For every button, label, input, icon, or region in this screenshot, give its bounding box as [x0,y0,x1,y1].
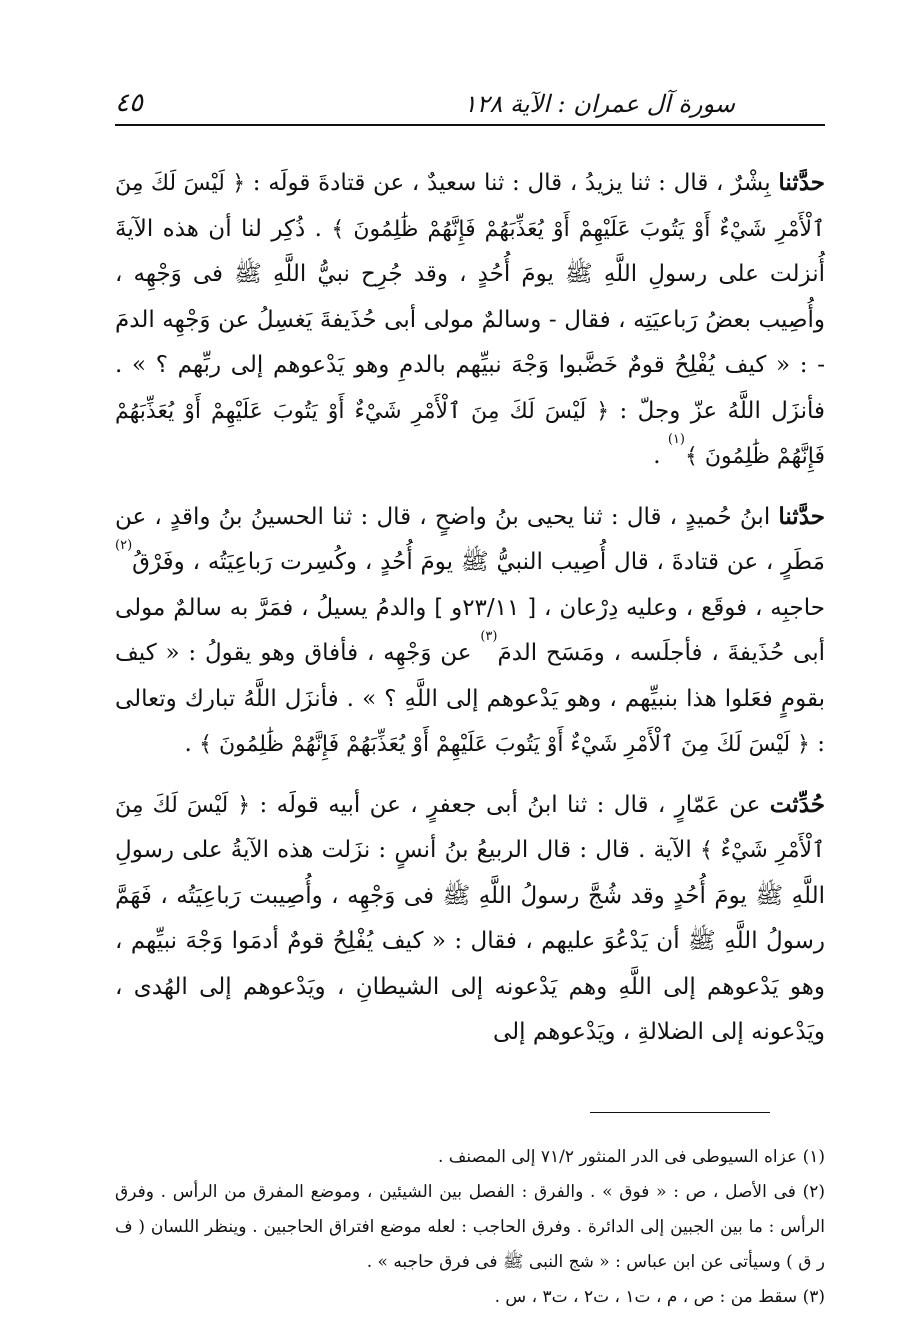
quran-verse: ﴿ لَيْسَ لَكَ مِنَ ٱلْأَمْرِ شَيْءٌ أَوْ يَتُوبَ عَلَيْهِمْ أَوْ يُعَذِّبَهُمْ فَإِنَّهُمْ ظَٰلِمُونَ ﴾ [115,171,825,242]
isnad-lead-word: حُدِّثت [769,790,825,818]
footnote-marker: (٢) [115,538,133,553]
text-run: عن عَمّارٍ ، قال : ثنا ابنُ أبى جعفرٍ ، عن أبيه قولَه : [250,791,770,818]
page-number: ٤٥ [115,88,143,118]
isnad-lead-word: حدَّثنا [778,169,825,196]
running-title: سورة آل عمران : الآية ١٢٨ [463,90,735,118]
text-run: الآية . قال : قال الربيعُ بنُ أنسٍ : نزَلت هذه الآيةُ على رسولِ اللَّهِ ﷺ يومَ أُحُدٍ وقد شُجَّ رسولُ اللَّهِ ﷺ فى وَجْهِه ، وأُصِيبت رَباعِيَتُه ، فَهَمَّ رسولُ اللَّهِ ﷺ أن يَدْعُوَ عليهم ، فقال : « كيف يُفْلِحُ قومٌ أدمَوا وَجْهَ نبيِّهم ، وهو يَدْعوهم إلى اللَّهِ وهم يَدْعونه إلى الشيطانِ ، ويَدْعوهم إلى الهُدى ، ويَدْعونه إلى الضلالةِ ، ويَدْعوهم إلى [115,837,825,1045]
footnote-rule [590,1112,770,1113]
header-rule [115,124,825,126]
text-run: . [653,443,668,469]
footnote-3: (٣) سقط من : ص ، م ، ت١ ، ت٢ ، ت٣ ، س . [494,1287,825,1307]
main-text [115,160,825,1056]
page-header [115,78,825,118]
text-run: بِشْرٌ ، قال : ثنا يزيدُ ، قال : ثنا سعيدٌ ، عن قتادةَ قولَه : [245,170,779,196]
paragraph [115,782,825,1056]
text-run: ابنُ حُميدٍ ، قال : ثنا يحيى بنُ واضحٍ ، قال : ثنا الحسينُ بنُ واقدٍ ، عن مَطَرٍ ، عن قتادةَ ، قال أُصِيب النبيُّ ﷺ يومَ أُحُدٍ ، وكُسِرت رَباعِيَتُه ، وفَرْقُ [115,503,825,575]
quran-verse: ﴿ لَيْسَ لَكَ مِنَ ٱلْأَمْرِ شَيْءٌ أَوْ يَتُوبَ عَلَيْهِمْ أَوْ يُعَذِّبَهُمْ فَإِنَّهُمْ ظَٰلِمُونَ ﴾ [199,732,810,757]
quran-verse: ﴿ لَيْسَ لَكَ مِنَ ٱلْأَمْرِ شَيْءٌ ﴾ [115,792,825,863]
manuscript-reference: [ ٢٣/١١و ] [434,594,537,621]
footnote-1: (١) عزاه السيوطى فى الدر المنثور ٧١/٢ إلى المصنف . [438,1147,825,1167]
text-run: حاجبِه ، فوقَع ، وعليه دِرْعان ، [536,594,825,621]
text-run: والدمُ يسيلُ ، فمَرَّ به سالمٌ مولى أبى حُذَيفةَ ، فأجلَسه ، ومَسَح الدمَ [115,594,825,666]
text-run: . [184,731,200,757]
footnote-marker: (٣) [480,629,498,644]
text-run: . ذُكِر لنا أن هذه الآيةَ أُنزلت على رسولِ اللَّهِ ﷺ يومَ أُحُدٍ ، وقد جُرِح نبيُّ اللَّهِ ﷺ فى وَجْهِه ، وأُصِيب بعضُ رَباعيَتِه ، فقال - وسالمٌ مولى أبى حُذَيفةَ يَغسِلُ عن وَجْهِه الدمَ - : « كيف يُفْلِحُ قومٌ خَضَّبوا وَجْهَ نبيِّهم بالدمِ وهو يَدْعوهم إلى ربِّهم ؟ » . فأنزَل اللَّهُ عزّ وجلّ : [115,215,825,424]
quran-verse: ﴿ لَيْسَ لَكَ مِنَ ٱلْأَمْرِ شَيْءٌ أَوْ يَتُوبَ عَلَيْهِمْ أَوْ يُعَذِّبَهُمْ فَإِنَّهُمْ ظَٰلِمُونَ ﴾ [115,398,825,469]
footnote-2: (٢) فى الأصل ، ص : « فوق » . والفرق : الفصل بين الشيئين ، وموضع المفرق من الرأس . وفرق الرأس : ما بين الجبين إلى الدائرة . وفرق الحاجب : لعله موضع افتراق الحاجبين . وينظر اللسان ( ف ر ق ) وسيأتى عن ابن عباس : « شج النبى ﷺ فى فرق حاجبه » . [115,1182,825,1272]
text-run: عن وَجْهِه ، فأفاق وهو يقولُ : « كيف بقومٍ فعَلوا هذا بنبيِّهم ، وهو يَدْعوهم إلى اللَّهِ ؟ » . فأنزَل اللَّهُ تبارك وتعالى : [115,640,825,757]
isnad-lead-word: حدَّثنا [778,502,825,530]
paragraph [115,160,825,480]
paragraph [115,494,825,768]
footnotes [115,1140,825,1315]
footnote-marker: (١) [667,432,685,447]
